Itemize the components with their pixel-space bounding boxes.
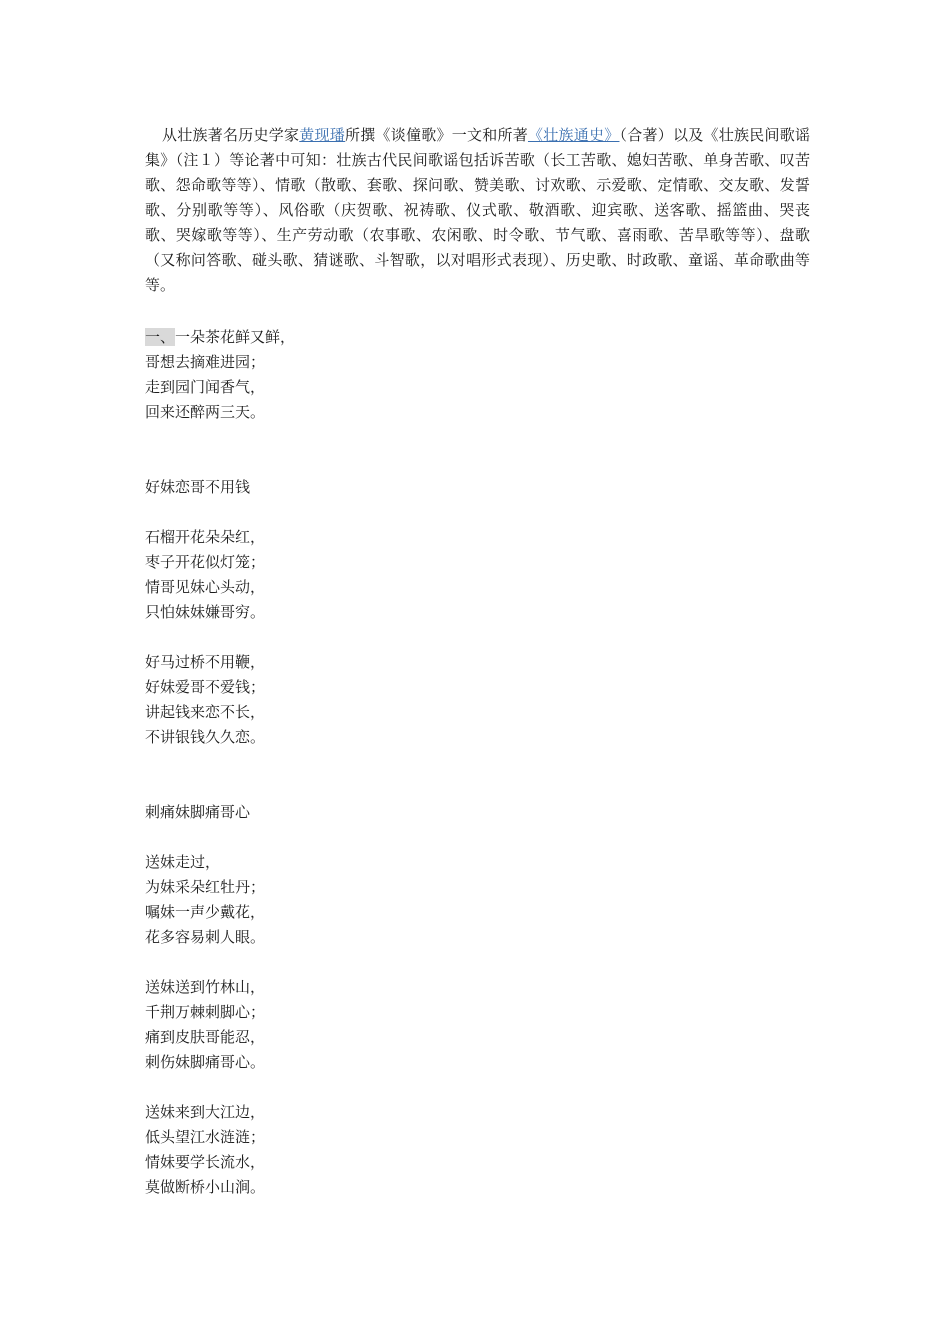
poem-title: 刺痛妹脚痛哥心 <box>145 803 251 821</box>
poem-line: 送妹来到大江边， <box>145 1103 266 1121</box>
poem-line: 为妹采朵红牡丹； <box>145 878 266 896</box>
intro-paragraph <box>145 123 810 298</box>
poem-line: 一、一朵茶花鲜又鲜， <box>145 328 296 346</box>
poem-line: 送妹送到竹林山， <box>145 978 266 996</box>
poem-title: 好妹恋哥不用钱 <box>145 478 251 496</box>
poem-line: 低头望江水涟涟； <box>145 1128 266 1146</box>
poem-line: 刺伤妹脚痛哥心。 <box>145 1053 266 1071</box>
intro-text-1: 从壮族著名历史学家 <box>162 126 300 144</box>
author-link[interactable]: 黄现璠 <box>299 126 345 144</box>
poem-line: 花多容易刺人眼。 <box>145 928 266 946</box>
poem-3 <box>145 800 810 1200</box>
poem-1 <box>145 325 810 425</box>
poem-line: 不讲银钱久久恋。 <box>145 728 266 746</box>
spacer <box>145 750 810 800</box>
book-link[interactable]: 《壮族通史》 <box>527 126 620 144</box>
poem-line: 只怕妹妹嫌哥穷。 <box>145 603 266 621</box>
poem-line: 讲起钱来恋不长， <box>145 703 266 721</box>
poem-2 <box>145 475 810 750</box>
poem-line: 好马过桥不用鞭， <box>145 653 266 671</box>
poem-line: 送妹走过， <box>145 853 221 871</box>
intro-text-3: （合著）以及《壮族民间歌谣集》（注１）等论著中可知：壮族古代民间歌谣包括诉苦歌（长工苦歌、媳妇苦歌、单身苦歌、叹苦歌、怨命歌等等）、情歌（散歌、套歌、探问歌、赞美歌、讨欢歌、示爱歌、定情歌、交友歌、发誓歌、分别歌等等）、风俗歌（庆贺歌、祝祷歌、仪式歌、敬酒歌、迎宾歌、送客歌、摇篮曲、哭丧歌、哭嫁歌等等）、生产劳动歌（农事歌、农闲歌、时令歌、节气歌、喜雨歌、苦旱歌等等）、盘歌（又称问答歌、碰头歌、猜谜歌、斗智歌，以对唱形式表现）、历史歌、时政歌、童谣、革命歌曲等等。 <box>145 126 810 294</box>
poem-line: 石榴开花朵朵红， <box>145 528 266 546</box>
poem-line: 情妹要学长流水， <box>145 1153 266 1171</box>
poem-line: 莫做断桥小山涧。 <box>145 1178 266 1196</box>
document-page <box>145 123 810 1200</box>
poem-line: 枣子开花似灯笼； <box>145 553 266 571</box>
poem-line: 走到园门闻香气， <box>145 378 266 396</box>
poem-line: 好妹爱哥不爱钱； <box>145 678 266 696</box>
poem-line: 嘱妹一声少戴花， <box>145 903 266 921</box>
spacer <box>145 298 810 325</box>
poem-line: 回来还醉两三天。 <box>145 403 266 421</box>
section-number: 一、 <box>145 328 176 346</box>
poem-line: 情哥见妹心头动， <box>145 578 266 596</box>
poem-line: 哥想去摘难进园； <box>145 353 266 371</box>
poem-line: 痛到皮肤哥能忍， <box>145 1028 266 1046</box>
poem-line: 千荆万棘刺脚心； <box>145 1003 266 1021</box>
intro-text-2: 所撰《谈僮歌》一文和所著 <box>344 126 528 144</box>
spacer <box>145 425 810 475</box>
